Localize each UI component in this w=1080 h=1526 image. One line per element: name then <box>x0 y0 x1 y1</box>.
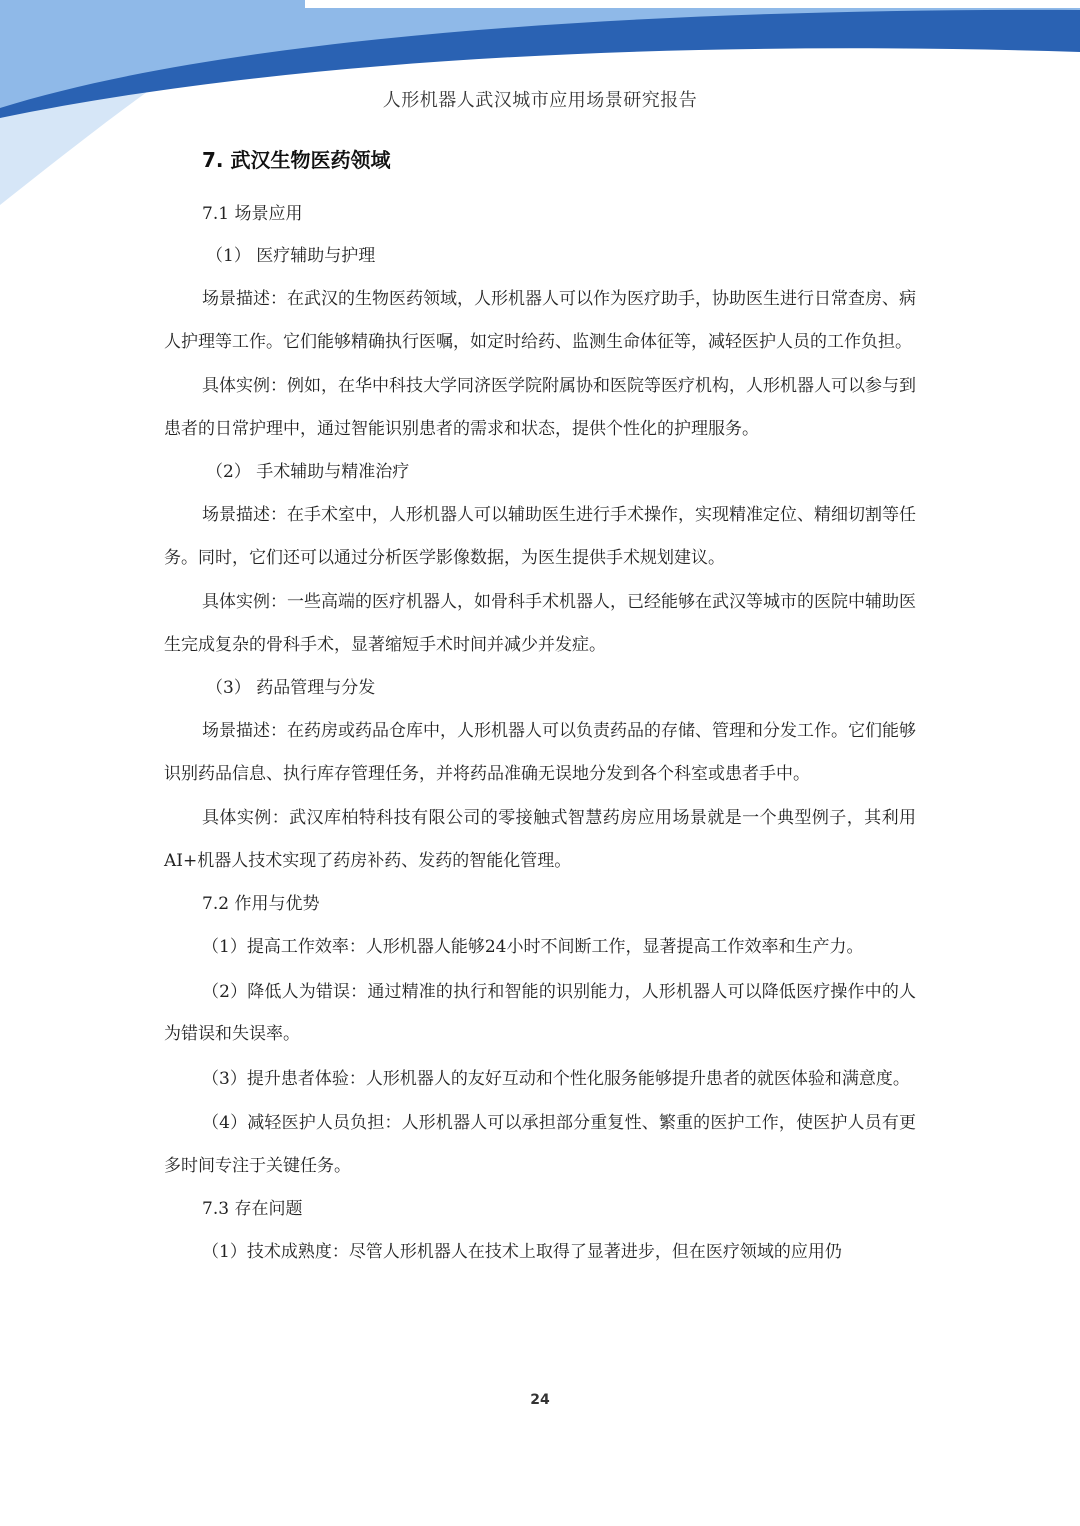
paragraph-advantage-patient-experience: （3）提升患者体验：人形机器人的友好互动和个性化服务能够提升患者的就医体验和满意度。 <box>202 1068 910 1089</box>
page-content <box>164 140 916 1276</box>
paragraph-surgery-assistance-description: 场景描述：在手术室中，人形机器人可以辅助医生进行手术操作，实现精准定位、精细切割等任务。同时，它们还可以通过分析医学影像数据，为医生提供手术规划建议。 <box>164 505 916 568</box>
paragraph-surgery-assistance-example: 具体实例：一些高端的医疗机器人，如骨科手术机器人，已经能够在武汉等城市的医院中辅助医生完成复杂的骨科手术，显著缩短手术时间并减少并发症。 <box>164 592 916 655</box>
paragraph-drug-management-description: 场景描述：在药房或药品仓库中，人形机器人可以负责药品的存储、管理和分发工作。它们能够识别药品信息、执行库存管理任务，并将药品准确无误地分发到各个科室或患者手中。 <box>164 721 916 784</box>
subsection-title-7-1: 7.1 场景应用 <box>202 204 303 224</box>
paragraph-advantage-fewer-errors: （2）降低人为错误：通过精准的执行和智能的识别能力，人形机器人可以降低医疗操作中的人为错误和失误率。 <box>164 981 916 1044</box>
page-number: 24 <box>530 1392 550 1408</box>
item-title-drug-management: （3） 药品管理与分发 <box>206 678 376 698</box>
running-header-title: 人形机器人武汉城市应用场景研究报告 <box>382 90 698 111</box>
paragraph-drug-management-example: 具体实例：武汉库柏特科技有限公司的零接触式智慧药房应用场景就是一个典型例子，其利用AI+机器人技术实现了药房补药、发药的智能化管理。 <box>164 808 916 871</box>
paragraph-medical-assistance-description: 场景描述：在武汉的生物医药领域，人形机器人可以作为医疗助手，协助医生进行日常查房、病人护理等工作。它们能够精确执行医嘱，如定时给药、监测生命体征等，减轻医护人员的工作负担。 <box>164 289 916 352</box>
item-title-surgery-assistance: （2） 手术辅助与精准治疗 <box>206 462 410 482</box>
paragraph-advantage-reduced-burden: （4）减轻医护人员负担：人形机器人可以承担部分重复性、繁重的医护工作，使医护人员有更多时间专注于关键任务。 <box>164 1113 916 1176</box>
paragraph-medical-assistance-example: 具体实例：例如，在华中科技大学同济医学院附属协和医院等医疗机构，人形机器人可以参与到患者的日常护理中，通过智能识别患者的需求和状态，提供个性化的护理服务。 <box>164 376 916 439</box>
paragraph-advantage-efficiency: （1）提高工作效率：人形机器人能够24小时不间断工作，显著提高工作效率和生产力。 <box>202 937 864 957</box>
subsection-title-7-3: 7.3 存在问题 <box>202 1199 303 1219</box>
subsection-title-7-2: 7.2 作用与优势 <box>202 894 320 914</box>
paragraph-issue-technical-maturity: （1）技术成熟度：尽管人形机器人在技术上取得了显著进步，但在医疗领域的应用仍 <box>202 1242 842 1262</box>
item-title-medical-assistance: （1） 医疗辅助与护理 <box>206 246 376 266</box>
section-title: 7. 武汉生物医药领域 <box>202 148 391 172</box>
